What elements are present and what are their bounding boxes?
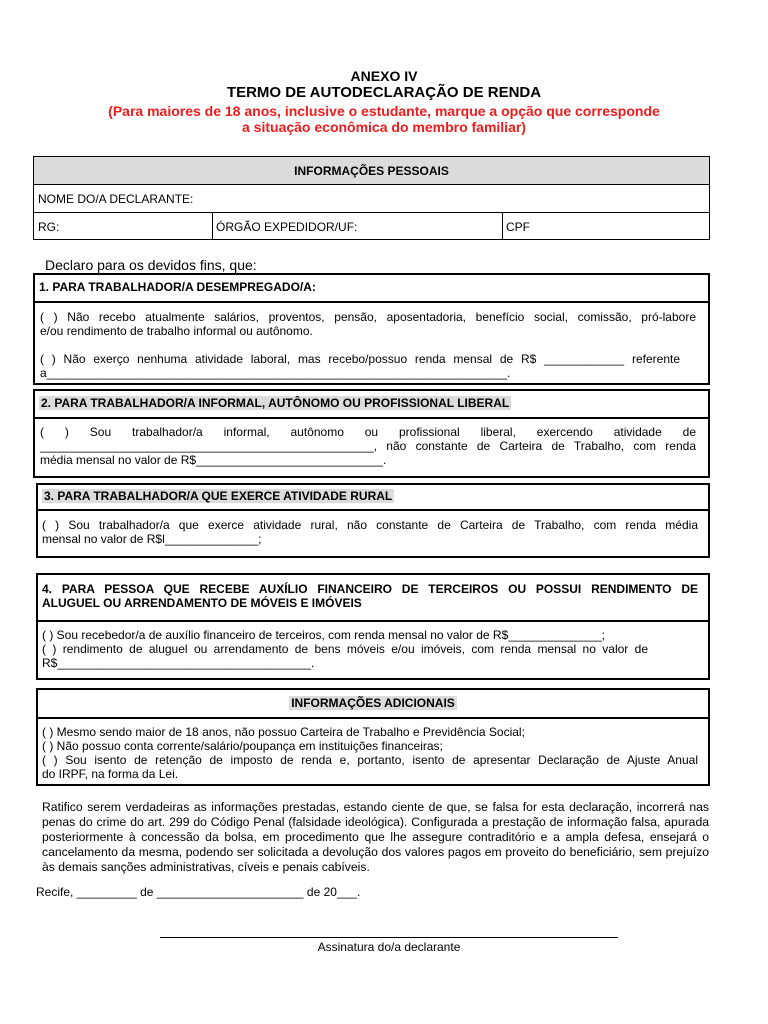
section-1-option-2-line-1: ( ) Não exerço nenhuma atividade laboral, mas recebo/possuo renda mensal de R$ ____________ referente <box>40 352 680 366</box>
personal-info-table <box>33 156 710 240</box>
additional-info-heading: INFORMAÇÕES ADICIONAIS <box>291 696 455 710</box>
name-row <box>34 184 709 212</box>
subtitle-line-1: (Para maiores de 18 anos, inclusive o estudante, marque a opção que corresponde <box>108 103 660 119</box>
section-3-title: 3. PARA TRABALHADOR/A QUE EXERCE ATIVIDADE RURAL <box>44 489 393 503</box>
section-1-option-1-line-1: ( ) Não recebo atualmente salários, proventos, pensão, aposentadoria, benefício social, comissão, pró-labore <box>40 310 696 324</box>
rg-label: RG: <box>38 219 60 234</box>
section-4-title-line-2: ALUGUEL OU ARRENDAMENTO DE MÓVEIS E IMÓVEIS <box>42 596 362 610</box>
section-2-line-1: ( ) Sou trabalhador/a informal, autônomo ou profissional liberal, exercendo atividade de <box>40 425 696 439</box>
section-2-line-2: __________________________________________________, não constante de Carteira de Trabalho, com renda <box>40 439 696 453</box>
section-4-title-line-1: 4. PARA PESSOA QUE RECEBE AUXÍLIO FINANCEIRO DE TERCEIROS OU POSSUI RENDIMENTO DE <box>42 582 698 596</box>
section-2 <box>33 389 710 478</box>
section-1-option-2-line-2: a_____________________________________________________________________. <box>40 366 511 380</box>
document-title: TERMO DE AUTODECLARAÇÃO DE RENDA <box>226 84 542 101</box>
additional-info <box>36 688 710 786</box>
name-label: NOME DO/A DECLARANTE: <box>38 191 194 206</box>
additional-option-2: ( ) Não possuo conta corrente/salário/poupança em instituições financeiras; <box>42 739 443 753</box>
personal-info-heading: INFORMAÇÕES PESSOAIS <box>34 157 709 184</box>
section-2-title: 2. PARA TRABALHADOR/A INFORMAL, AUTÔNOMO OU PROFISSIONAL LIBERAL <box>41 396 510 410</box>
signature-line[interactable] <box>160 925 618 938</box>
additional-option-3-line-2: do IRPF, na forma da Lei. <box>42 767 179 781</box>
section-4 <box>36 573 710 680</box>
section-4-option-1: ( ) Sou recebedor/a de auxílio financeiro de terceiros, com renda mensal no valor de R$______________; <box>42 628 606 642</box>
additional-option-1: ( ) Mesmo sendo maior de 18 anos, não possuo Carteira de Trabalho e Previdência Social; <box>42 725 525 739</box>
signature-label: Assinatura do/a declarante <box>317 940 461 954</box>
section-1-title: 1. PARA TRABALHADOR/A DESEMPREGADO/A: <box>39 280 316 294</box>
date-line: Recife, _________ de ______________________ de 20___. <box>36 885 361 899</box>
subtitle-line-2: a situação econômica do membro familiar) <box>242 119 526 135</box>
section-1 <box>33 273 710 385</box>
declare-intro: Declaro para os devidos fins, que: <box>45 257 257 273</box>
id-row <box>34 212 709 240</box>
ratification-paragraph: Ratifico serem verdadeiras as informações prestadas, estando ciente de que, se falsa for esta declaração, incorrerá nas penas do crime do art. 299 do Código Penal (falsidade ideológica). Configurada a prestação de informação falsa, apurada posteriormente à concessão da bolsa, em procedimento que lhe assegure contraditório e a ampla defesa, ensejará o cancelamento da mesma, podendo ser solicitada a devolução dos valores pagos em proveito do beneficiário, sem prejuízo às demais sanções administrativas, cíveis e penais cabíveis. <box>42 800 709 874</box>
section-3-line-1: ( ) Sou trabalhador/a que exerce atividade rural, não constante de Carteira de Trabalho, com renda média <box>42 518 698 532</box>
section-1-option-1-line-2: e/ou rendimento de trabalho informal ou autônomo. <box>40 324 313 338</box>
cpf-label: CPF <box>506 219 530 234</box>
section-3 <box>36 483 710 558</box>
section-4-option-2-line-2: R$______________________________________. <box>42 656 315 670</box>
annex-label: ANEXO IV <box>350 68 418 84</box>
issuer-label: ÓRGÃO EXPEDIDOR/UF: <box>216 219 358 234</box>
section-4-option-2-line-1: ( ) rendimento de aluguel ou arrendamento de bens móveis e/ou imóveis, com renda mensal no valor de <box>42 642 648 656</box>
section-3-line-2: mensal no valor de R$l______________; <box>42 532 262 546</box>
additional-option-3-line-1: ( ) Sou isento de retenção de imposto de renda e, portanto, isento de apresentar Declaração de Ajuste Anual <box>42 753 698 767</box>
section-2-line-3: média mensal no valor de R$____________________________. <box>40 453 387 467</box>
